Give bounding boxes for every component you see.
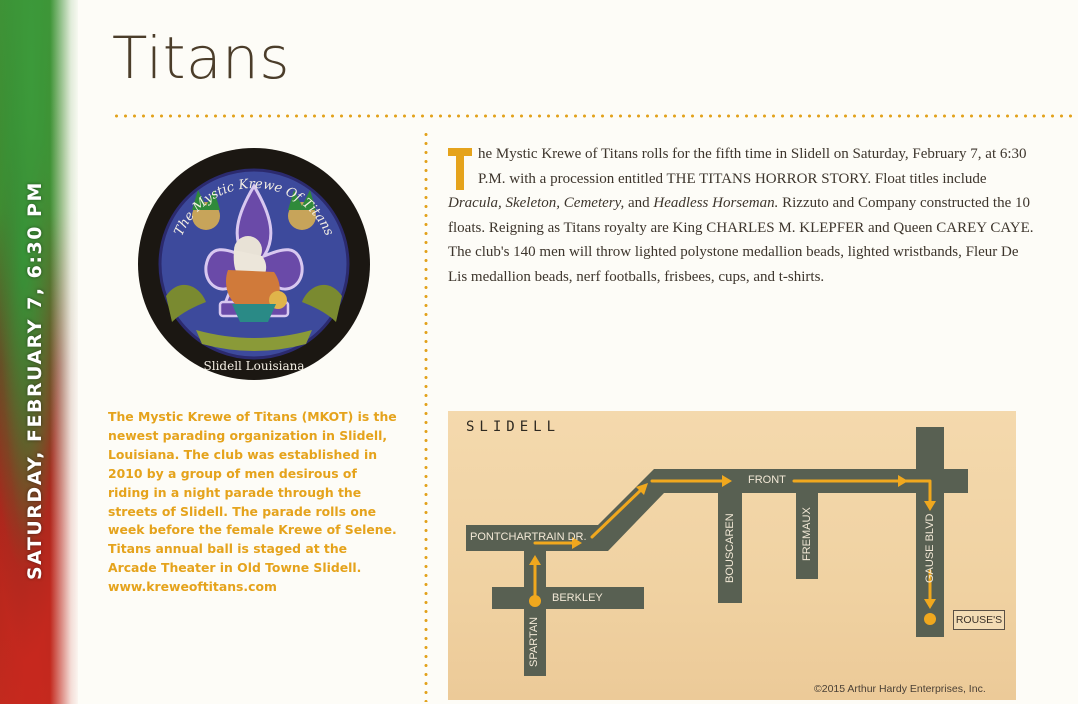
article-rest: Rizzuto and Company constructed the 10 floats. Reigning as Titans royalty are King CHARLES M. KLEPFER and Queen CAREY CAYE. The club's 140 men will throw lighted polystone medallion beads, lighted wristbands, Fleur De Lis medallion beads, nerf footballs, frisbees, cups, and t-shirts. [448,195,1034,285]
emblem-top-text: The Mystic Krewe Of Titans [171,176,337,239]
emblem-bottom-text: Slidell Louisiana [203,359,305,373]
dotted-divider-horizontal [112,114,1072,118]
article-body [448,142,1038,290]
street-label-gause: GAUSE BLVD [924,513,936,583]
emblem-graphic [136,146,372,382]
parade-route-map [448,411,1016,700]
article-intro: he Mystic Krewe of Titans rolls for the fifth time in Slidell on Saturday, February 7, at 6:30 P.M. with a procession entitled THE TITANS HORROR STORY. Float titles include [478,146,1027,187]
street-label-fremaux: FREMAUX [801,507,813,561]
parade-date-vertical: SATURDAY, FEBRUARY 7, 6:30 PM [24,181,46,580]
page-title: Titans [112,24,291,92]
route-start-dot [529,595,541,607]
street-label-pontchartrain: PONTCHARTRAIN DR. [470,531,587,543]
side-band [0,0,78,704]
krewe-emblem [136,146,372,382]
article-and: and [624,195,654,212]
street-label-berkley: BERKLEY [552,592,603,604]
map-copyright: ©2015 Arthur Hardy Enterprises, Inc. [814,683,986,695]
mkot-description: The Mystic Krewe of Titans (MKOT) is the newest parading organization in Slidell, Louisiana. The club was established in 2010 by a group of men desirous of riding in a night parade through the streets of Slidell. The parade rolls one week before the female Krewe of Selene. Titans annual ball is staged at the Arcade Theater in Old Towne Slidell. www.kreweoftitans.com [108,409,397,595]
float-titles: Dracula, Skeleton, Cemetery, [448,195,625,212]
route-end-dot [924,613,936,625]
dotted-divider-vertical [424,130,428,702]
destination-rouses: ROUSE'S [953,610,1005,630]
map-title: SLIDELL [466,419,561,435]
dropcap-letter [448,148,472,190]
street-label-spartan: SPARTAN [528,616,540,667]
float-title-last: Headless Horseman. [653,195,779,212]
street-label-front: FRONT [748,474,786,486]
street-label-bouscaren: BOUSCAREN [724,513,736,583]
